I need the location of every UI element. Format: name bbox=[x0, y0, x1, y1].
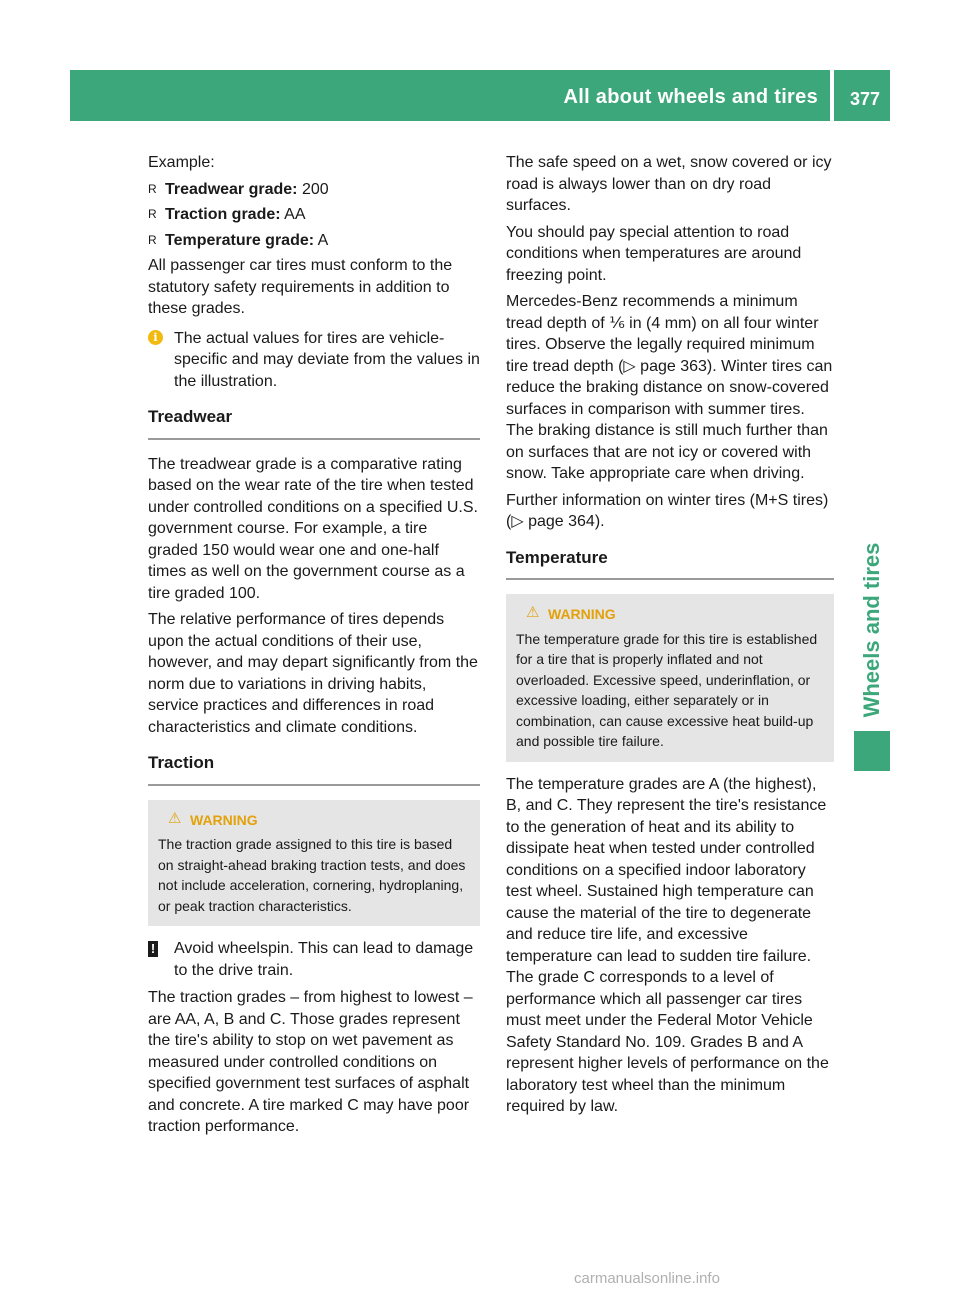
info-icon: i bbox=[148, 330, 163, 345]
header-divider bbox=[830, 70, 834, 121]
treadwear-paragraph: The treadwear grade is a comparative rating based on the wear rate of the tire when tested under controlled conditions on a specified U.S. government course. For example, a tire graded 150 would wear one and one-half times as well on the government course as a tire graded 100. bbox=[148, 455, 478, 602]
info-note bbox=[148, 328, 480, 393]
left-column bbox=[148, 152, 480, 1143]
treadwear-heading: Treadwear bbox=[148, 406, 480, 440]
warning-header bbox=[516, 604, 824, 625]
section-title: All about wheels and tires bbox=[563, 86, 818, 108]
warning-title: WARNING bbox=[548, 606, 616, 622]
safe-speed-paragraph: The safe speed on a wet, snow covered or icy road is always lower than on dry road surfaces. bbox=[506, 154, 832, 214]
traction-warning-box bbox=[148, 800, 480, 927]
grade-label: Temperature grade: bbox=[165, 231, 315, 249]
warning-icon: ⚠ bbox=[526, 604, 540, 621]
warning-header bbox=[158, 810, 470, 831]
page-ref-arrow-icon: ▷ bbox=[623, 357, 636, 375]
damage-note-text: Avoid wheelspin. This can lead to damage to the drive train. bbox=[174, 940, 474, 979]
conform-paragraph: All passenger car tires must conform to the statutory safety requirements in addition to these grades. bbox=[148, 257, 453, 317]
bullet-icon: R bbox=[148, 232, 157, 247]
grade-label: Treadwear grade: bbox=[165, 180, 298, 198]
page-header bbox=[70, 70, 890, 121]
damage-note bbox=[148, 938, 480, 981]
grade-value: 200 bbox=[297, 180, 329, 198]
bullet-icon: R bbox=[148, 181, 157, 196]
warning-icon: ⚠ bbox=[168, 809, 182, 827]
page-number: 377 bbox=[849, 89, 880, 109]
warning-title: WARNING bbox=[190, 811, 258, 828]
grade-item bbox=[148, 204, 480, 226]
tread-depth-text: Mercedes-Benz recommends a minimum tread depth of ⅙ in (4 mm) on all four winter tires. Observe the legally required minimum tire tread depth ( bbox=[506, 293, 819, 375]
bullet-icon: R bbox=[148, 207, 157, 221]
tread-depth-paragraph bbox=[506, 291, 834, 485]
chapter-side-tab bbox=[854, 540, 890, 720]
watermark: carmanualsonline.info bbox=[574, 1270, 720, 1287]
grade-value: A bbox=[314, 231, 329, 249]
treadwear-paragraph: The relative performance of tires depends upon the actual conditions of their use, however, and may depart significantly from the norm due to variations in driving habits, service practices and differences in road characteristics and climate conditions. bbox=[148, 611, 478, 736]
info-note-text: The actual values for tires are vehicle-specific and may deviate from the values in the illustration. bbox=[174, 329, 480, 390]
exclamation-icon: ! bbox=[148, 941, 158, 957]
warning-text: The temperature grade for this tire is established for a tire that is properly inflated and not overloaded. Excessive speed, underinflation, or excessive loading, either separately or in combination, can cause excessive heat build-up and possible tire failure. bbox=[516, 630, 818, 749]
tread-depth-text-cont: ). Winter tires can reduce the braking distance on snow-covered surfaces in comparison with summer tires. The braking distance is still much further than on surfaces that are not icy or covered with snow. Take appropriate care when driving. bbox=[506, 357, 833, 482]
temperature-paragraph: The temperature grades are A (the highest), B, and C. They represent the tire's resistance to the generation of heat and its ability to dissipate heat when tested under controlled conditions on a specified indoor laboratory test wheel. Sustained high temperature can cause the material of the tire to degenerate and reduce tire life, and excessive temperature can lead to sudden tire failure. The grade C corresponds to a level of performance which all passenger car tires must meet under the Federal Motor Vehicle Safety Standard No. 109. Grades B and A represent higher levels of performance on the laboratory test wheel than the minimum required by law. bbox=[506, 775, 829, 1115]
road-conditions-paragraph: You should pay special attention to road conditions when temperatures are around freezing point. bbox=[506, 223, 802, 284]
page-reference-link[interactable]: page 363 bbox=[635, 357, 707, 375]
traction-heading: Traction bbox=[148, 752, 480, 786]
right-column bbox=[506, 152, 834, 1123]
chapter-label: Wheels and tires bbox=[859, 542, 884, 718]
chapter-marker-block bbox=[854, 731, 890, 771]
page-reference-link[interactable]: page 364 bbox=[523, 513, 595, 530]
grade-value: AA bbox=[280, 206, 306, 223]
page-ref-arrow-icon: ▷ bbox=[511, 513, 524, 530]
grade-item bbox=[148, 230, 480, 252]
grade-label: Traction grade: bbox=[165, 206, 281, 223]
temperature-warning-box bbox=[506, 594, 834, 762]
further-info-paragraph bbox=[506, 490, 834, 533]
grade-item bbox=[148, 179, 480, 201]
traction-paragraph: The traction grades – from highest to lowest – are AA, A, B and C. Those grades represent the tire's ability to stop on wet pavement as measured under controlled conditions on specified government test surfaces of asphalt and concrete. A tire marked C may have poor traction performance. bbox=[148, 989, 473, 1135]
further-info-text: Further information on winter tires (M+S tires) ( bbox=[506, 491, 829, 530]
example-intro: Example: bbox=[148, 154, 215, 171]
warning-text: The traction grade assigned to this tire is based on straight-ahead braking traction tests, and does not include acceleration, cornering, hydroplaning, or peak traction characteristics. bbox=[158, 836, 466, 914]
further-info-text-cont: ). bbox=[594, 513, 605, 530]
temperature-heading: Temperature bbox=[506, 547, 834, 581]
